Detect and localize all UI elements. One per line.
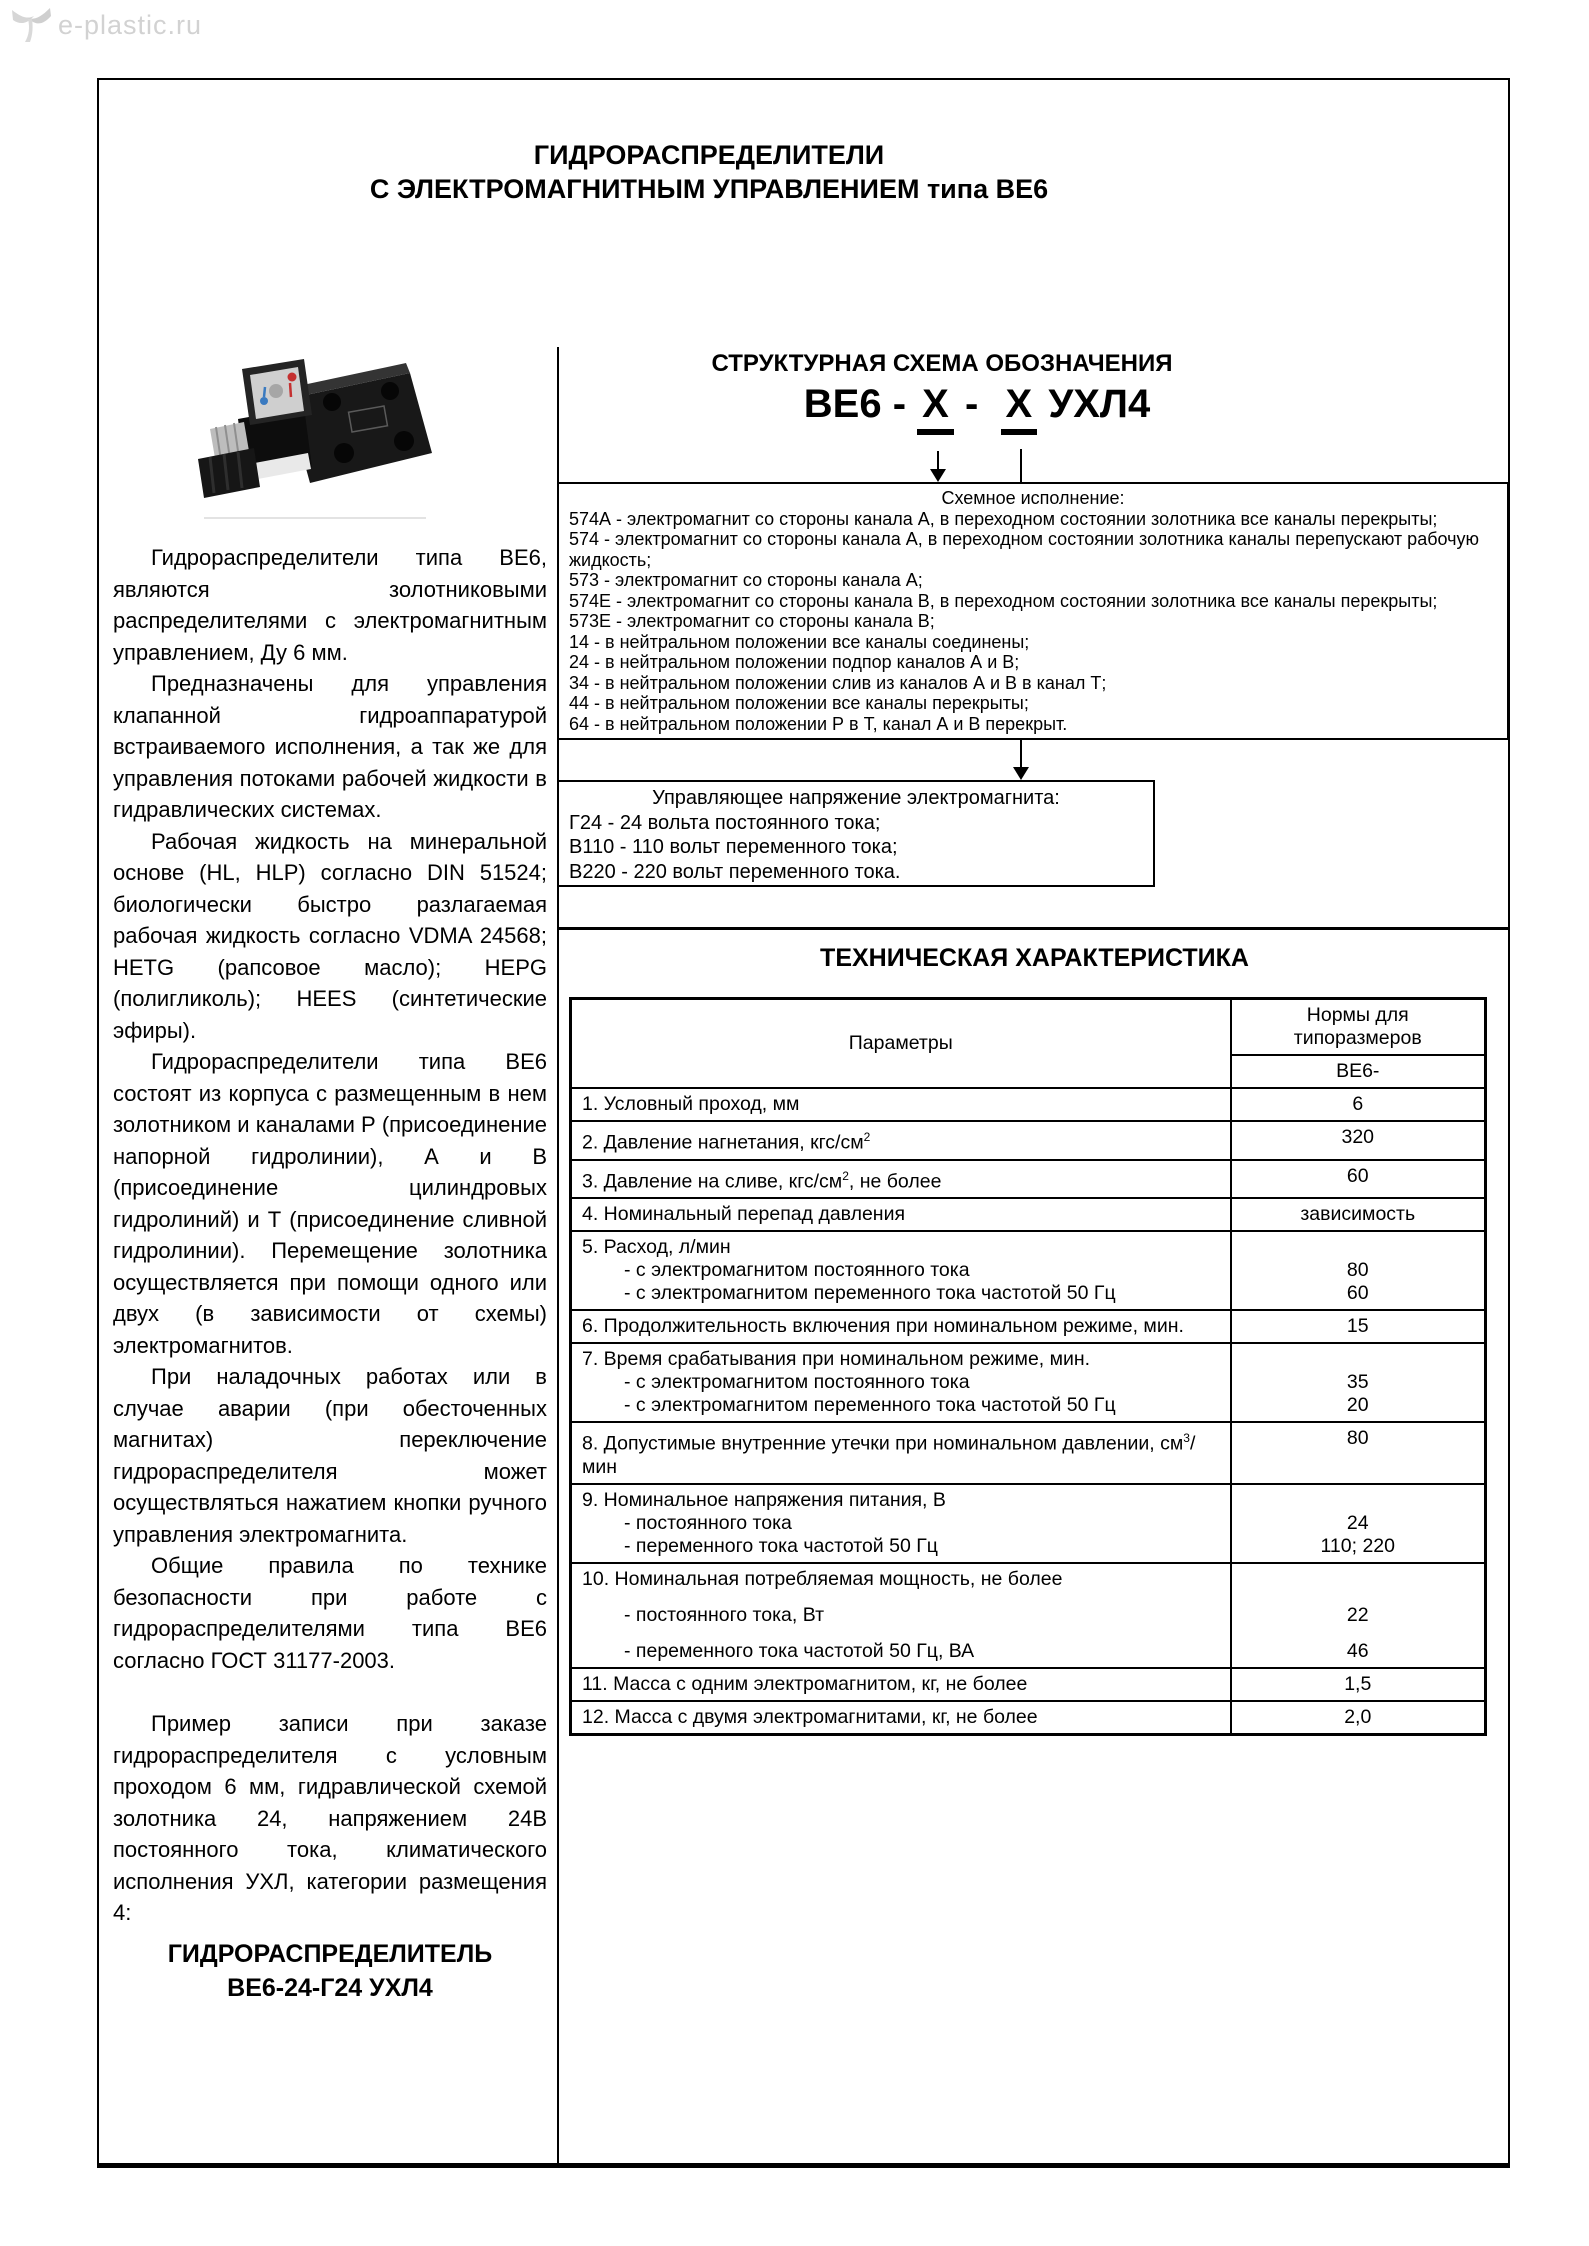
scheme-box-item: 24 - в нейтральном положении подпор каналов А и В; <box>569 652 1020 672</box>
scheme-code-x2: Х <box>1001 382 1038 435</box>
scheme-box-item: 573 - электромагнит со стороны канала А; <box>569 570 923 590</box>
param-value: 80 60 <box>1231 1231 1486 1310</box>
scheme-options-box <box>557 482 1509 740</box>
scheme-box-item: 14 - в нейтральном положении все каналы соединены; <box>569 631 1030 652</box>
param-value: 60 <box>1231 1160 1486 1199</box>
table-row <box>571 1088 1486 1121</box>
param-value: 6 <box>1231 1088 1486 1121</box>
table-row <box>571 1484 1486 1563</box>
intro-paragraph: При наладочных работах или в случае аварии (при обесточенных магнитах) переключение гидрораспределителя может осуществляться нажатием кнопки ручного управления электромагнита. <box>113 1364 547 1547</box>
arrow-to-scheme-box-icon <box>930 451 946 482</box>
table-row <box>571 1563 1486 1668</box>
param-label: 9. Номинальное напряжения питания, В - постоянного тока - переменного тока частотой 50 Гц <box>571 1484 1231 1563</box>
intro-paragraph: Гидрораспределители типа ВЕ6, являются золотниковыми распределителями с электромагнитным управлением, Ду 6 мм. <box>113 545 547 665</box>
param-value: 22 46 <box>1231 1563 1486 1668</box>
tech-table <box>569 997 1487 1736</box>
watermark <box>10 6 202 44</box>
table-row <box>571 1422 1486 1484</box>
param-label: 11. Масса с одним электромагнитом, кг, не более <box>571 1668 1231 1701</box>
intro-text <box>113 542 547 2005</box>
arrow-to-voltage-box-icon <box>1013 740 1029 780</box>
param-value: 2,0 <box>1231 1701 1486 1735</box>
intro-paragraph: Рабочая жидкость на минеральной основе (HL, HLP) согласно DIN 51524; биологически быстро разлагаемая рабочая жидкость согласно VDMA 24568; HETG (рапсовое масло); HEPG (полигликоль); HEES (синтетические эфиры). <box>113 828 547 1043</box>
watermark-text: e-plastic.ru <box>58 9 203 40</box>
scheme-code-prefix: ВЕ6 - <box>803 382 918 426</box>
table-row <box>571 1198 1486 1231</box>
param-label: 12. Масса с двумя электромагнитами, кг, не более <box>571 1701 1231 1735</box>
e-plastic-logo-icon <box>10 6 52 44</box>
scheme-box-item: 64 - в нейтральном положении Р в Т, канал А и В перекрыт. <box>569 713 1068 734</box>
param-value: 80 <box>1231 1422 1486 1484</box>
param-label: 7. Время срабатывания при номинальном режиме, мин. - с электромагнитом постоянного тока - с электромагнитом переменного тока частотой 50 Гц <box>571 1343 1231 1422</box>
page-title-line1: ГИДРОРАСПРЕДЕЛИТЕЛИ <box>533 140 885 170</box>
param-value: зависимость <box>1231 1198 1486 1231</box>
param-label: 4. Номинальный перепад давления <box>571 1198 1231 1231</box>
page-title-line2: С ЭЛЕКТРОМАГНИТНЫМ УПРАВЛЕНИЕМ типа ВЕ6 <box>369 174 1049 204</box>
voltage-box-item: В110 - 110 вольт переменного тока; <box>569 836 898 858</box>
tech-heading: ТЕХНИЧЕСКАЯ ХАРАКТЕРИСТИКА <box>820 944 1249 972</box>
product-photo <box>192 357 442 534</box>
table-row <box>571 1121 1486 1160</box>
table-row <box>571 1160 1486 1199</box>
page-border <box>97 78 1510 2168</box>
scheme-code-suffix: УХЛ4 <box>1037 382 1151 426</box>
param-label: 10. Номинальная потребляемая мощность, не более - постоянного тока, Вт - переменного тока частотой 50 Гц, ВА <box>571 1563 1231 1668</box>
col-header-norms: Нормы для типоразмеров <box>1231 999 1486 1056</box>
page-title <box>99 138 1319 206</box>
param-value: 35 20 <box>1231 1343 1486 1422</box>
intro-paragraph: Предназначены для управления клапанной гидроаппаратурой встраиваемого исполнения, а так же для управления потоками рабочей жидкости в гидравлических системах. <box>113 671 547 822</box>
scheme-code <box>557 382 1397 435</box>
param-value: 15 <box>1231 1310 1486 1343</box>
intro-paragraph: Гидрораспределители типа ВЕ6 состоят из корпуса с размещенным в нем золотником и каналами Р (присоединение напорной гидролинии), А и В (присоединение цилиндровых гидролиний) и Т (присоединение сливной гидролинии). Перемещение золотника осуществляется при помощи одного или двух (в зависимости от схемы) электромагнитов. <box>113 1049 547 1358</box>
param-label: 6. Продолжительность включения при номинальном режиме, мин. <box>571 1310 1231 1343</box>
param-label: 8. Допустимые внутренние утечки при номинальном давлении, $см^3$/мин <box>571 1422 1231 1484</box>
table-row <box>571 1343 1486 1422</box>
param-label: 2. Давление нагнетания, кгс/$см^2$ <box>571 1121 1231 1160</box>
section-divider <box>557 927 1510 930</box>
table-row <box>571 1310 1486 1343</box>
intro-paragraph: Общие правила по технике безопасности при работе с гидрораспределителями типа ВЕ6 согласно ГОСТ 31177-2003. <box>113 1553 547 1673</box>
col-header-type: ВЕ6- <box>1231 1055 1486 1088</box>
line-to-voltage-box <box>1020 449 1022 482</box>
voltage-box <box>557 780 1155 887</box>
voltage-box-title: Управляющее напряжение электромагнита: <box>652 787 1060 809</box>
voltage-box-item: В220 - 220 вольт переменного тока. <box>569 860 901 883</box>
scheme-box-item: 574А - электромагнит со стороны канала А, в переходном состоянии золотника все каналы перекрыты; <box>569 508 1438 529</box>
scheme-box-item: 574Е - электромагнит со стороны канала В, в переходном состоянии золотника все каналы перекрыты; <box>569 590 1438 611</box>
table-row <box>571 1701 1486 1735</box>
scheme-code-mid: - <box>953 382 1001 426</box>
param-label: 5. Расход, л/мин - с электромагнитом постоянного тока - с электромагнитом переменного тока частотой 50 Гц <box>571 1231 1231 1310</box>
col-header-parameters: Параметры <box>571 999 1231 1089</box>
param-value: 320 <box>1231 1121 1486 1160</box>
scheme-heading: СТРУКТУРНАЯ СХЕМА ОБОЗНАЧЕНИЯ <box>711 350 1173 377</box>
scheme-box-item: 34 - в нейтральном положении слив из каналов А и В в канал Т; <box>569 672 1107 693</box>
table-row <box>571 1231 1486 1310</box>
param-label: 3. Давление на сливе, кгс/$см^2$, не более <box>571 1160 1231 1199</box>
param-label: 1. Условный проход, мм <box>571 1088 1231 1121</box>
order-example <box>113 1937 547 2005</box>
scheme-box-item: 573Е - электромагнит со стороны канала В; <box>569 611 935 631</box>
scheme-box-item: 44 - в нейтральном положении все каналы перекрыты; <box>569 693 1029 713</box>
voltage-box-item: Г24 - 24 вольта постоянного тока; <box>569 811 881 834</box>
scheme-code-x1: Х <box>917 382 954 435</box>
order-example-code: ВЕ6-24-Г24 УХЛ4 <box>227 1973 433 2002</box>
table-row <box>571 1668 1486 1701</box>
table-header-row <box>571 999 1486 1056</box>
order-example-title: ГИДРОРАСПРЕДЕЛИТЕЛЬ <box>167 1939 493 1968</box>
param-value: 1,5 <box>1231 1668 1486 1701</box>
intro-paragraph: Пример записи при заказе гидрораспределителя с условным проходом 6 мм, гидравлической схемой золотника 24, напряжением 24В постоянного тока, климатического исполнения УХЛ, категории размещения 4: <box>113 1711 547 1925</box>
scheme-box-title: Схемное исполнение: <box>941 488 1125 508</box>
param-value: 24 110; 220 <box>1231 1484 1486 1563</box>
scheme-box-item: 574 - электромагнит со стороны канала А, в переходном состоянии золотника каналы перепускают рабочую жидкость; <box>569 529 1480 570</box>
